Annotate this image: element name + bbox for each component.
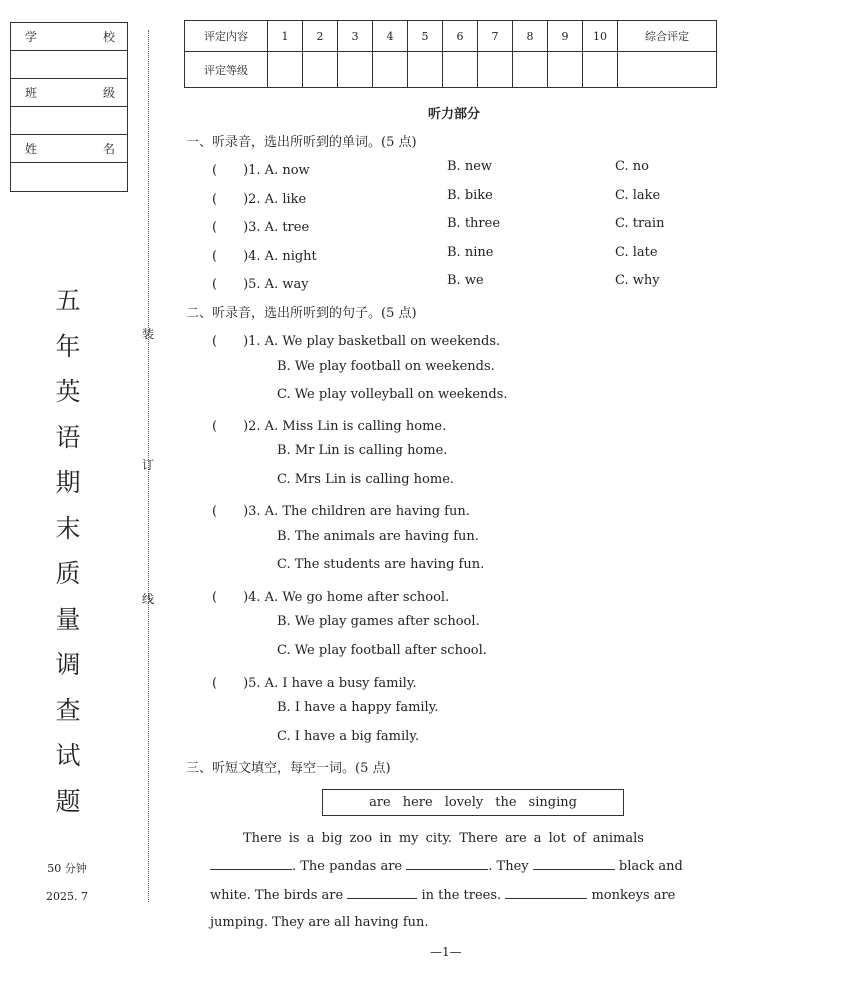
exam-title: 五 年 英 语 期 末 质 量 调 查 试 题 xyxy=(55,286,81,816)
binding-char-2: 订 xyxy=(142,458,155,472)
p1-q3-c: C. train xyxy=(615,216,665,231)
p1-q1-a: ( )1. A. now xyxy=(212,163,310,178)
word-bank xyxy=(322,789,624,816)
eval-summary-cell[interactable] xyxy=(618,52,717,88)
answer-blank[interactable] xyxy=(533,857,615,870)
p1-q2-b: B. bike xyxy=(447,188,493,203)
p2-q3-c: C. The students are having fun. xyxy=(277,557,485,572)
p2-q3-a: ( )3. A. The children are having fun. xyxy=(212,504,470,519)
p2-q1-a: ( )1. A. We play basketball on weekends. xyxy=(212,334,501,349)
exam-date: 2025. 7 xyxy=(46,890,88,903)
eval-summary-header: 综合评定 xyxy=(618,21,717,52)
p2-q4-c: C. We play football after school. xyxy=(277,643,487,658)
evaluation-table xyxy=(184,20,717,88)
answer-blank[interactable] xyxy=(505,886,587,899)
eval-num: 4 xyxy=(373,21,408,52)
eval-grade-cell[interactable] xyxy=(583,52,618,88)
p2-q1-b: B. We play football on weekends. xyxy=(277,359,495,374)
eval-num: 6 xyxy=(443,21,478,52)
p2-q5-b: B. I have a happy family. xyxy=(277,700,439,715)
eval-num: 5 xyxy=(408,21,443,52)
section-heading: 听力部分 xyxy=(428,107,481,122)
eval-grade-header: 评定等级 xyxy=(185,52,268,88)
p2-q1-c: C. We play volleyball on weekends. xyxy=(277,387,508,402)
p1-q3-a: ( )3. A. tree xyxy=(212,220,310,235)
word-bank-item: lovely xyxy=(444,795,484,810)
eval-grade-cell[interactable] xyxy=(268,52,303,88)
binding-char-1: 装 xyxy=(142,327,155,341)
p1-q4-a: ( )4. A. night xyxy=(212,249,317,264)
part1-title: 一、听录音，选出所听到的单词。(5 点) xyxy=(186,135,417,150)
eval-grade-cell[interactable] xyxy=(548,52,583,88)
p1-q2-a: ( )2. A. like xyxy=(212,192,307,207)
p2-q5-c: C. I have a big family. xyxy=(277,729,420,744)
eval-grade-cell[interactable] xyxy=(408,52,443,88)
p1-q2-c: C. lake xyxy=(615,188,661,203)
eval-grade-cell[interactable] xyxy=(338,52,373,88)
answer-blank[interactable] xyxy=(406,857,488,870)
word-bank-item: the xyxy=(495,795,517,810)
class-field[interactable] xyxy=(11,107,127,135)
eval-grade-cell[interactable] xyxy=(373,52,408,88)
class-label-row: 班 级 xyxy=(11,79,127,107)
eval-content-header: 评定内容 xyxy=(185,21,268,52)
p2-q5-a: ( )5. A. I have a busy family. xyxy=(212,676,417,691)
passage-line-1: There is a big zoo in my city. There are a lot of animals xyxy=(243,831,644,846)
eval-grade-cell[interactable] xyxy=(303,52,338,88)
school-field[interactable] xyxy=(11,51,127,79)
p1-q5-c: C. why xyxy=(615,273,660,288)
eval-num: 10 xyxy=(583,21,618,52)
passage-line-2: . The pandas are . They black and xyxy=(210,853,735,881)
p2-q3-b: B. The animals are having fun. xyxy=(277,529,479,544)
passage-line-3: white. The birds are in the trees. monkeys are xyxy=(210,888,676,903)
name-label-row: 姓 名 xyxy=(11,135,127,163)
duration: 50 分钟 xyxy=(47,862,87,875)
binding-char-3: 线 xyxy=(142,592,155,606)
eval-grade-cell[interactable] xyxy=(443,52,478,88)
name-field[interactable] xyxy=(11,163,127,191)
p2-q4-a: ( )4. A. We go home after school. xyxy=(212,590,450,605)
p2-q4-b: B. We play games after school. xyxy=(277,614,480,629)
p1-q5-b: B. we xyxy=(447,273,484,288)
p1-q4-b: B. nine xyxy=(447,245,494,260)
word-bank-item: singing xyxy=(528,795,577,810)
p1-q5-a: ( )5. A. way xyxy=(212,277,309,292)
p1-q3-b: B. three xyxy=(447,216,501,231)
eval-num: 3 xyxy=(338,21,373,52)
page-number: —1— xyxy=(430,945,462,959)
eval-grade-cell[interactable] xyxy=(478,52,513,88)
passage-line-4: jumping. They are all having fun. xyxy=(210,915,429,930)
p1-q4-c: C. late xyxy=(615,245,658,260)
word-bank-item: here xyxy=(402,795,433,810)
eval-num: 7 xyxy=(478,21,513,52)
student-info-box xyxy=(10,22,128,192)
p2-q2-b: B. Mr Lin is calling home. xyxy=(277,443,448,458)
part3-title: 三、听短文填空，每空一词。(5 点) xyxy=(186,761,391,776)
eval-num: 2 xyxy=(303,21,338,52)
p1-q1-c: C. no xyxy=(615,159,649,174)
p2-q2-c: C. Mrs Lin is calling home. xyxy=(277,472,455,487)
word-bank-item: are xyxy=(369,795,391,810)
part2-title: 二、听录音，选出所听到的句子。(5 点) xyxy=(186,306,417,321)
eval-grade-cell[interactable] xyxy=(513,52,548,88)
p1-q1-b: B. new xyxy=(447,159,493,174)
p2-q2-a: ( )2. A. Miss Lin is calling home. xyxy=(212,419,447,434)
answer-blank[interactable] xyxy=(210,857,292,870)
eval-num: 1 xyxy=(268,21,303,52)
eval-num: 8 xyxy=(513,21,548,52)
school-label-row: 学 校 xyxy=(11,23,127,51)
answer-blank[interactable] xyxy=(347,886,417,899)
eval-num: 9 xyxy=(548,21,583,52)
